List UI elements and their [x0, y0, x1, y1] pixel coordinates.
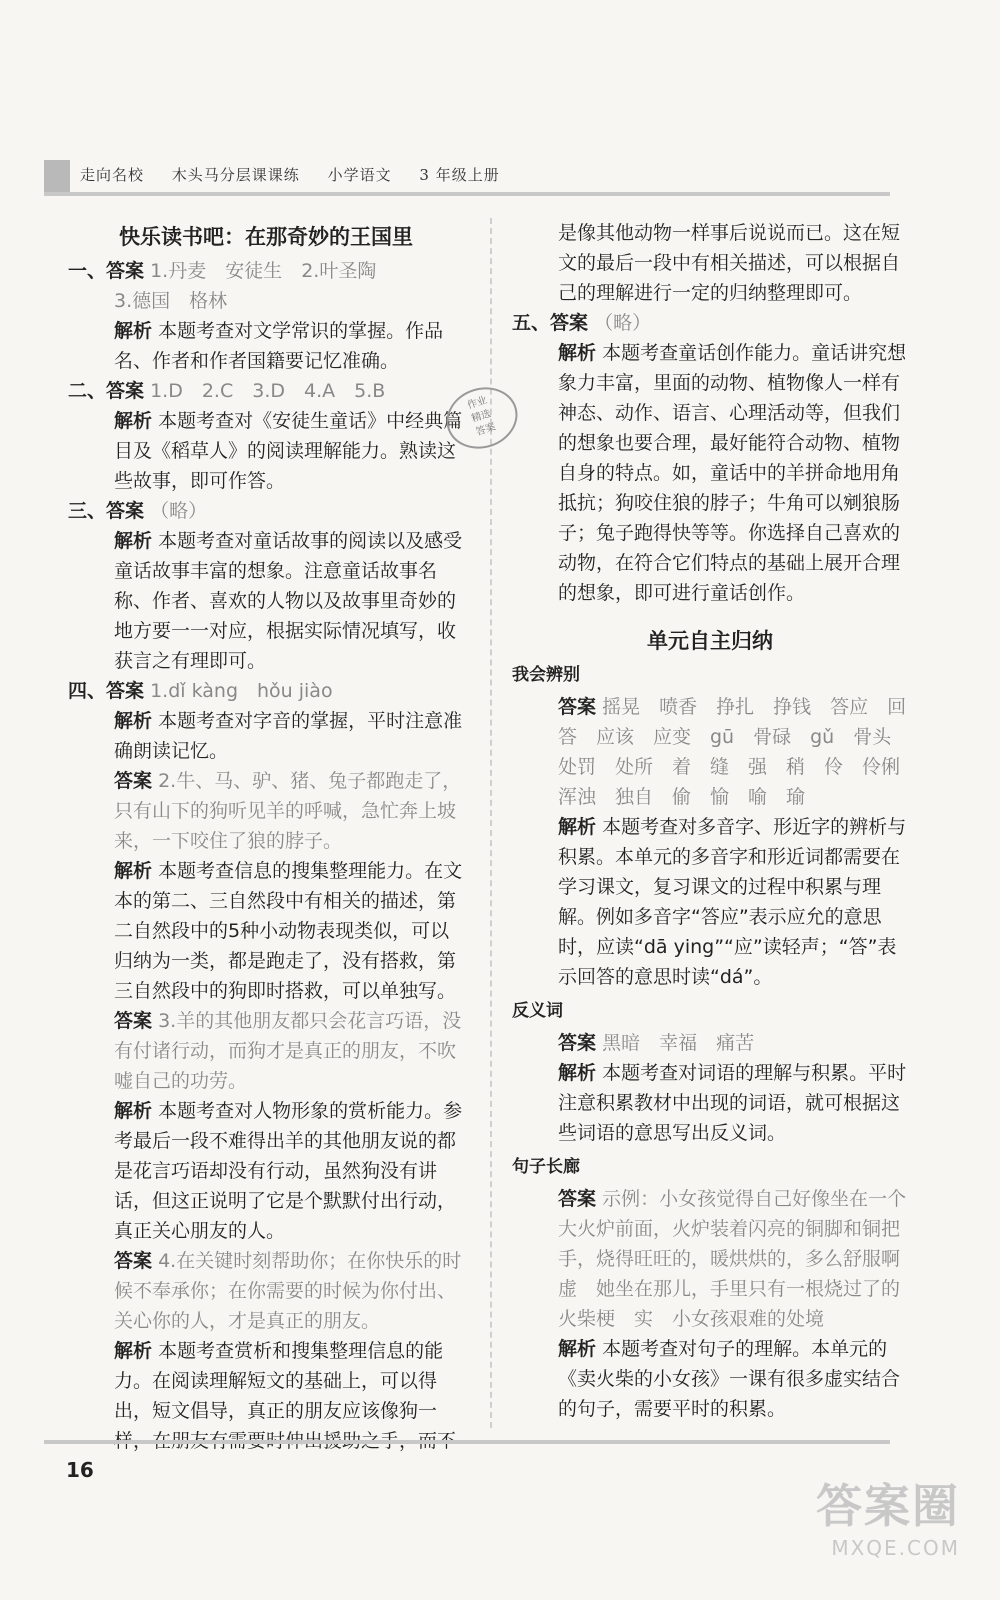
- header-item: 走向名校: [80, 166, 145, 184]
- analysis: [68, 856, 464, 1006]
- header-rule: [44, 192, 890, 196]
- block-text: （略）: [150, 500, 208, 522]
- answer: [68, 1006, 464, 1096]
- answer-label: 答案: [114, 1250, 153, 1272]
- question-number: 二、: [68, 380, 107, 402]
- analysis: [68, 1096, 464, 1246]
- answer-label: 解析: [558, 816, 597, 838]
- question-answer: [68, 376, 464, 406]
- block-text: 本题考查对词语的理解与积累。平时注意积累教材中出现的词语，就可根据这些词语的意思写出反义词。: [558, 1062, 907, 1144]
- block-text: 1.dǐ kàng hǒu jiào: [150, 680, 333, 702]
- analysis: [68, 406, 464, 496]
- answer-label: 解析: [558, 1062, 597, 1084]
- header-item: 3 年级上册: [419, 166, 500, 184]
- block-text: 1.丹麦 安徒生 2.叶圣陶: [150, 260, 377, 282]
- answer: [68, 286, 464, 316]
- header-item: 木头马分层课课练: [171, 166, 300, 184]
- question-answer: [68, 676, 464, 706]
- question-number: 一、: [68, 260, 107, 282]
- answer-label: 解析: [114, 410, 153, 432]
- left-column: [68, 218, 464, 1456]
- answer-label: 答案: [558, 696, 597, 718]
- analysis: [512, 812, 908, 992]
- analysis: [68, 526, 464, 676]
- analysis: [68, 316, 464, 376]
- question-answer: [68, 256, 464, 286]
- question-5: 五、答案 （略）: [512, 312, 652, 334]
- answer-label: 答案: [558, 1188, 597, 1210]
- block-text: 本题考查对文学常识的掌握。作品名、作者和作者国籍要记忆准确。: [114, 320, 444, 372]
- block-text: 本题考查对《安徒生童话》中经典篇目及《稻草人》的阅读理解能力。熟读这些故事，即可作答。: [114, 410, 463, 492]
- analysis: 解析 本题考查童话创作能力。童话讲究想象力丰富，里面的动物、植物像人一样有神态、动作、语言、心理活动等，但我们的想象也要合理，最好能符合动物、植物自身的特点。如，童话中的羊拼命地用角抵抗；狗咬住狼的脖子；牛角可以剜狼肠子；兔子跑得快等等。你选择自己喜欢的动物，在符合它们特点的基础上展开合理的想象，即可进行童话创作。: [558, 342, 907, 604]
- block-text: 本题考查信息的搜集整理能力。在文本的第二、三自然段中有相关的描述，第二自然段中的5种小动物表现类似，可以归纳为一类，都是跑走了，没有搭救，第三自然段中的狗即时搭救，可以单独写。: [114, 860, 463, 1002]
- section-title: 快乐读书吧：在那奇妙的王国里: [119, 225, 413, 249]
- block-text: 本题考查对多音字、形近字的辨析与积累。本单元的多音字和形近词都需要在学习课文，复习课文的过程中积累与理解。例如多音字“答应”表示应允的意思时，应读“dā ying”“应”读轻声；“答”表示回答的意思时读“dá”。: [558, 816, 907, 988]
- block-text: 黑暗 幸福 痛苦: [602, 1032, 755, 1054]
- answer-label: 答案: [106, 680, 145, 702]
- block-text: 本题考查对句子的理解。本单元的《卖火柴的小女孩》一课有很多虚实结合的句子，需要平时的积累。: [558, 1338, 901, 1420]
- answer-label: 解析: [114, 710, 153, 732]
- running-header: [80, 164, 522, 185]
- analysis: [512, 1334, 908, 1424]
- continued-text: 是像其他动物一样事后说说而已。这在短文的最后一段中有相关描述，可以根据自己的理解进行一定的归纳整理即可。: [558, 222, 901, 304]
- page-number: 16: [66, 1458, 94, 1482]
- answer-label: 答案: [106, 260, 145, 282]
- block-text: 本题考查对人物形象的赏析能力。参考最后一段不难得出羊的其他朋友说的都是花言巧语却没有行动，虽然狗没有讲话，但这正说明了它是个默默付出行动，真正关心朋友的人。: [114, 1100, 463, 1242]
- group-heading: 句子长廊: [512, 1157, 580, 1177]
- group-heading: 反义词: [512, 1001, 563, 1021]
- header-block: [44, 160, 70, 192]
- footer-rule: [44, 1440, 890, 1444]
- question-number: 四、: [68, 680, 107, 702]
- answer: [512, 1028, 908, 1058]
- question-number: 三、: [68, 500, 107, 522]
- answer-label: 答案: [114, 770, 153, 792]
- answer: [512, 1184, 920, 1334]
- block-text: 本题考查对字音的掌握，平时注意准确朗读记忆。: [114, 710, 463, 762]
- group-heading: 我会辨别: [512, 665, 580, 685]
- block-text: 4.在关键时刻帮助你；在你快乐的时候不奉承你；在你需要的时候为你付出、关心你的人，才是真正的朋友。: [114, 1250, 462, 1332]
- block-text: 1.D 2.C 3.D 4.A 5.B: [150, 380, 386, 402]
- answer-label: 答案: [106, 380, 145, 402]
- block-text: 2.牛、马、驴、猪、兔子都跑走了，只有山下的狗听见羊的呼喊，急忙奔上坡来，一下咬住了狼的脖子。: [114, 770, 462, 852]
- answer-label: 答案: [558, 1032, 597, 1054]
- site-logo: 答案圈 MXQE.COM: [816, 1479, 960, 1560]
- answer-label: 解析: [114, 860, 153, 882]
- answer-label: 解析: [114, 1100, 153, 1122]
- block-text: 3.德国 格林: [114, 290, 228, 312]
- approval-stamp: 作业 精选 答案: [438, 378, 525, 457]
- answer: [68, 766, 464, 856]
- block-text: 本题考查对童话故事的阅读以及感受童话故事丰富的想象。注意童话故事名称、作者、喜欢的人物以及故事里奇妙的地方要一一对应，根据实际情况填写，收获言之有理即可。: [114, 530, 463, 672]
- answer-label: 答案: [114, 1010, 153, 1032]
- block-text: 示例：小女孩觉得自己好像坐在一个大火炉前面，火炉装着闪亮的铜脚和铜把手，烧得旺旺的，暖烘烘的，多么舒服啊 虚 她坐在那儿，手里只有一根烧过了的火柴梗 实 小女孩艰难的处境: [558, 1188, 920, 1330]
- analysis: [68, 1336, 464, 1456]
- summary-title: 单元自主归纳: [647, 629, 773, 653]
- answer-label: 解析: [114, 320, 153, 342]
- answer-label: 解析: [114, 530, 153, 552]
- answer-label: 解析: [114, 1340, 153, 1362]
- question-answer: [68, 496, 464, 526]
- answer-label: 解析: [558, 1338, 597, 1360]
- answer-label: 答案: [106, 500, 145, 522]
- block-text: 本题考查赏析和搜集整理信息的能力。在阅读理解短文的基础上，可以得出，短文倡导，真正的朋友应该像狗一: [114, 1340, 444, 1422]
- answer: [68, 1246, 464, 1336]
- right-column: [512, 218, 920, 1424]
- block-text: 3.羊的其他朋友都只会花言巧语，没有付诸行动，而狗才是真正的朋友，不吹嘘自己的功劳。: [114, 1010, 462, 1092]
- answer: [512, 692, 920, 812]
- block-text: 摇晃 喷香 挣扎 挣钱 答应 回答 应该 应变 gū 骨碌 gǔ 骨头 处罚 处所 着 缝 强 稍 伶 伶俐 浑浊 独自 偷 愉 喻 瑜: [558, 696, 920, 808]
- analysis: [512, 1058, 908, 1148]
- analysis: [68, 706, 464, 766]
- header-item: 小学语文: [327, 166, 392, 184]
